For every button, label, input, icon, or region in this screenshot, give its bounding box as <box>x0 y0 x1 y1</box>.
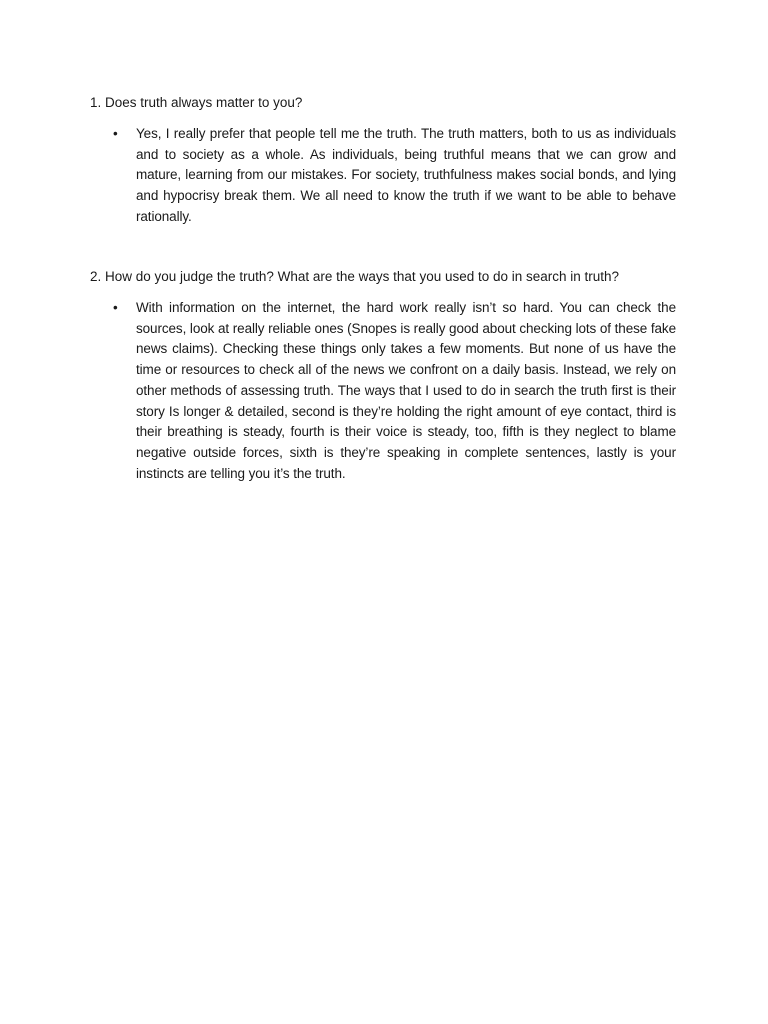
bullet-icon: • <box>113 300 118 315</box>
answer-2 <box>113 298 676 484</box>
answer-1-text: Yes, I really prefer that people tell me the truth. The truth matters, both to us as individuals and to society as a whole. As individuals, being truthful means that we can grow and mature, learning from our mistakes. For society, truthfulness makes social bonds, and lying and hypocrisy break them. We all need to know the truth if we want to be able to behave rationally. <box>136 126 676 224</box>
question-1: 1. Does truth always matter to you? <box>90 95 303 110</box>
answer-2-text: With information on the internet, the hard work really isn’t so hard. You can check the sources, look at really reliable ones (Snopes is really good about checking lots of these fake news claims). Checking these things only takes a few moments. But none of us have the time or resources to check all of the news we confront on a daily basis. Instead, we rely on other methods of assessing truth. The ways that I used to do in search the truth first is their story Is longer & detailed, second is they’re holding the right amount of eye contact, third is their breathing is steady, fourth is their voice is steady, too, fifth is they neglect to blame negative outside forces, sixth is they’re speaking in complete sentences, lastly is your instincts are telling you it’s the truth. <box>136 300 676 481</box>
bullet-icon: • <box>113 126 118 141</box>
question-2: 2. How do you judge the truth? What are the ways that you used to do in search in truth? <box>90 269 620 284</box>
answer-1 <box>113 124 676 228</box>
